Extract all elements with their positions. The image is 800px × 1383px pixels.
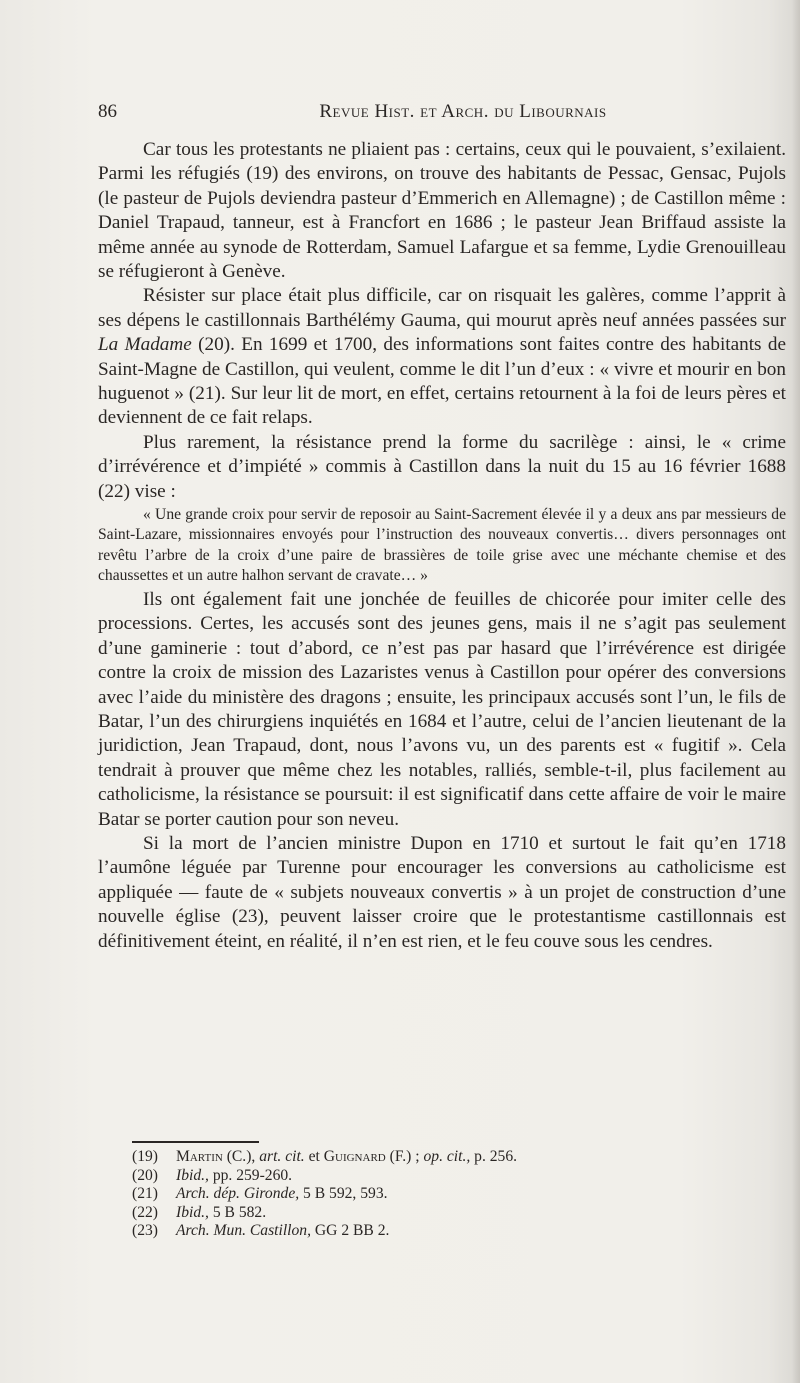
running-title: Revue Hist. et Arch. du Libournais xyxy=(319,101,607,122)
footnote-20 xyxy=(132,1167,732,1186)
footnote-text xyxy=(176,1185,388,1204)
author-name: Guignard xyxy=(323,1148,386,1165)
footnote-text xyxy=(176,1222,389,1241)
footnote-22 xyxy=(132,1204,732,1223)
footnote-number: (19) xyxy=(132,1148,158,1165)
footnote-rule xyxy=(132,1141,259,1143)
page-number: 86 xyxy=(98,101,117,122)
footnote-text xyxy=(176,1148,517,1167)
paragraph-2-start: Résister sur place était plus difficile, car on risquait les galères, comme l’apprit à ses dépens le castillonnais Barthélémy Gauma, qui mourut après neuf années passées sur xyxy=(98,285,786,331)
footnote-text xyxy=(176,1167,292,1186)
page-edge-shadow xyxy=(792,0,800,1383)
citation-abbrev: art. cit. xyxy=(259,1148,305,1165)
page-ref: p. 256. xyxy=(470,1148,518,1165)
author-initial: (C.), xyxy=(222,1148,260,1165)
paragraph-4: Ils ont également fait une jonchée de feuilles de chicorée pour imiter celle des processions. Certes, les accusés sont des jeunes gens, mais il ne s’agit pas seulement d’une gaminerie : tout d’abord, ce n’est pas par hasard que l’irrévérence est dirigée contre la croix de mission des Lazaristes venus à Castillon pour opérer des conversions avec l’aide du ministère des dragons ; ensuite, les principaux accusés sont l’un, le fils de Batar, l’un des chirurgiens inquiétés en 1684 et l’autre, celui de l’ancien lieutenant de la juridiction, Jean Trapaud, dont, nous l’avons vu, un des parents est « fugitif ». Cela tendrait à prouver que même chez les notables, ralliés, semble-t-il, plus facilement au catholicisme, la résistance se poursuit: il est significatif dans cette affaire de voir le maire Batar se porter caution pour son neveu. xyxy=(98,588,786,830)
citation-ref: 5 B 582. xyxy=(208,1203,267,1221)
author-name: Martin xyxy=(176,1148,223,1165)
footnote-23 xyxy=(132,1222,732,1241)
citation-source: Arch. Mun. Castillon, xyxy=(176,1222,311,1239)
footnote-19 xyxy=(132,1148,732,1167)
footnotes xyxy=(132,1148,732,1241)
page-header xyxy=(98,101,788,125)
citation-source: Ibid., xyxy=(176,1203,209,1221)
citation-source: Ibid., xyxy=(176,1166,209,1184)
citation-source: Arch. dép. Gironde, xyxy=(176,1185,300,1202)
citation-abbrev: op. cit., xyxy=(423,1148,471,1165)
paragraph-1: Car tous les protestants ne pliaient pas : certains, ceux qui le pouvaient, s’exilaient. Parmi les réfugiés (19) des environs, on trouve des habitants de Pessac, Gensac, Pujols (le pasteur de Pujols deviendra pasteur d’Emmerich en Allemagne) ; de Castillon même : Daniel Trapaud, tanneur, est à Francfort en 1686 ; le pasteur Jean Briffaud assiste la même année au synode de Rotterdam, Samuel Lafargue et sa femme, Lydie Grenouilleau se réfugieront à Genève. xyxy=(98,139,786,283)
footnote-number: (20) xyxy=(132,1166,158,1184)
paragraph-2 xyxy=(98,284,786,430)
block-quote: « Une grande croix pour servir de reposoir au Saint-Sacrement élevée il y a deux ans par messieurs de Saint-Lazare, missionnaires envoyés pour l’instruction des nouveaux convertis… divers personnages ont revêtu l’arbre de la croix d’une paire de brassières de toile grise avec une méchante chemise et des chaussettes et un autre halhon servant de cravate… » xyxy=(98,506,786,584)
citation-ref: 5 B 592, 593. xyxy=(299,1185,388,1202)
paragraph-5: Si la mort de l’ancien ministre Dupon en 1710 et surtout le fait qu’en 1718 l’aumône léguée par Turenne pour encourager les conversions au catholicisme est appliquée — faute de « subjets nouveaux convertis » à un projet de construction d’une nouvelle église (23), peuvent laisser croire que le protestantisme castillonnais est définitivement éteint, en réalité, il n’en est rien, et le feu couve sous les cendres. xyxy=(98,832,786,952)
citation-ref: pp. 259-260. xyxy=(208,1166,293,1184)
footnote-number: (23) xyxy=(132,1222,158,1239)
paragraph-3: Plus rarement, la résistance prend la forme du sacrilège : ainsi, le « crime d’irrévérence et d’impiété » commis à Castillon dans la nuit du 15 au 16 février 1688 (22) vise : xyxy=(98,431,786,502)
ship-name: La Madame xyxy=(98,334,192,356)
footnote-number: (22) xyxy=(132,1203,158,1221)
author-initial: (F.) ; xyxy=(385,1148,424,1165)
footnote-number: (21) xyxy=(132,1185,158,1202)
footnote-text xyxy=(176,1204,266,1223)
citation-ref: GG 2 BB 2. xyxy=(311,1222,390,1239)
conjunction: et xyxy=(304,1148,324,1165)
body-text xyxy=(98,138,786,954)
paragraph-2-end: (20). En 1699 et 1700, des informations sont faites contre des habitants de Saint-Magne de Castillon, qui veulent, comme le dit l’un d’eux : « vivre et mourir en bon huguenot » (21). Sur leur lit de mort, en effet, certains retournent à la foi de leurs pères et deviennent de ce fait relaps. xyxy=(98,334,786,429)
footnote-21 xyxy=(132,1185,732,1204)
